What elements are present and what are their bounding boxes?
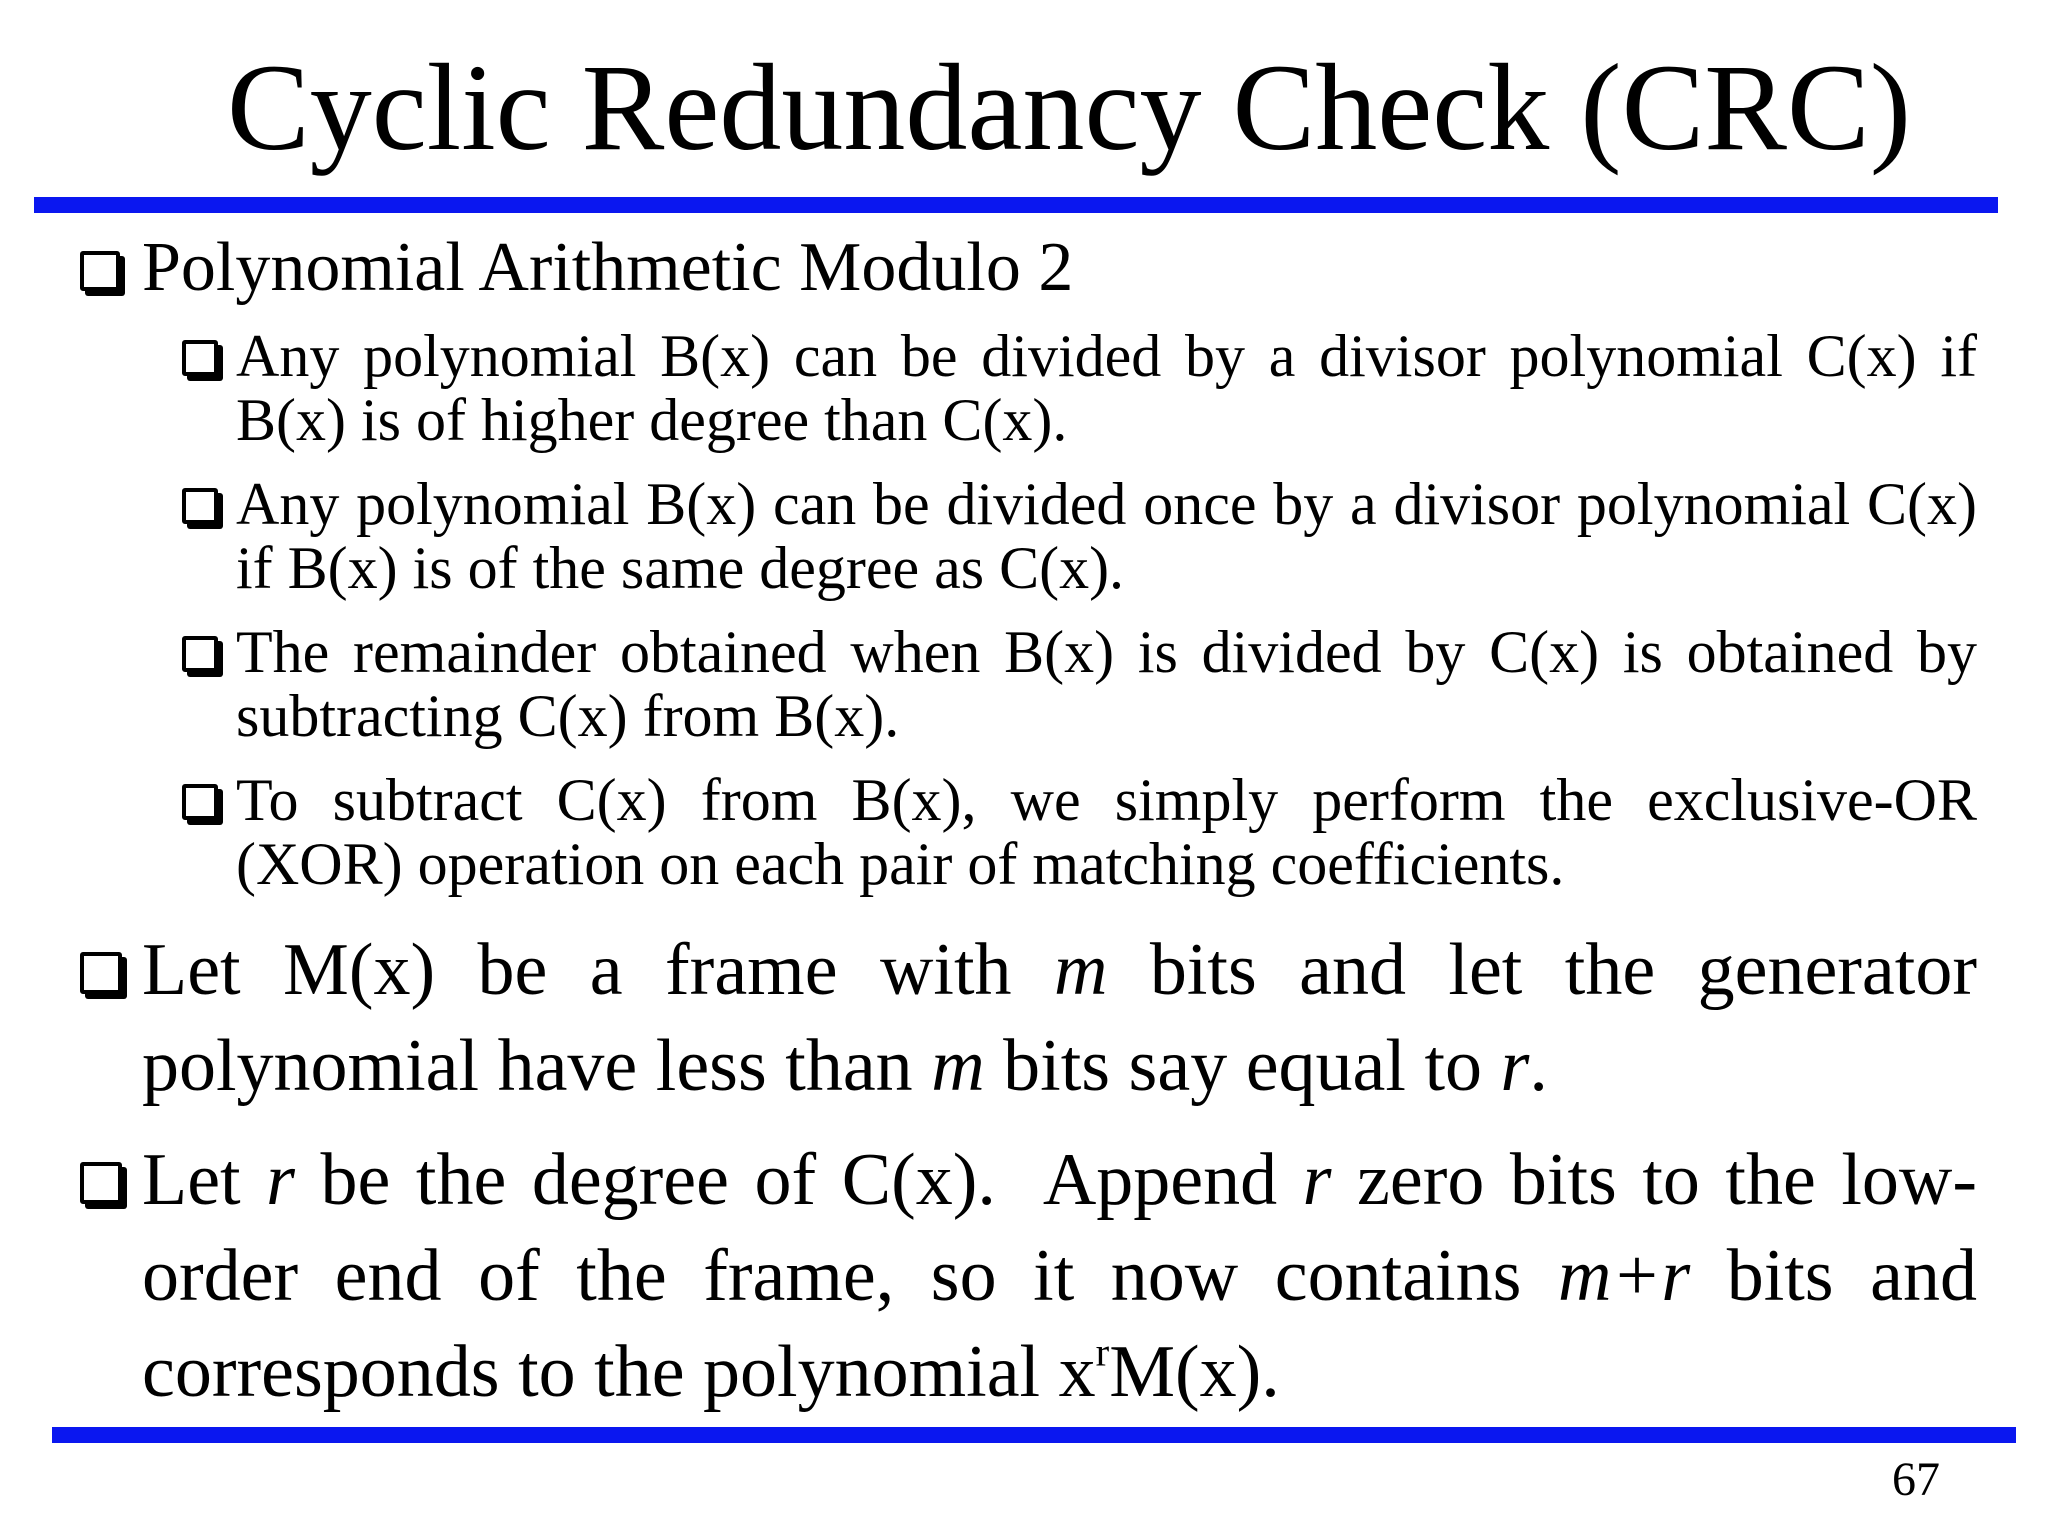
sub-bullet-3: [182, 620, 1977, 748]
bullet-heading-text: Polynomial Arithmetic Modulo 2: [142, 229, 1074, 306]
bullet-frame-definition-text: Let M(x) be a frame with m bits and let the generator polynomial have less than m bits say equal to r.: [142, 929, 1977, 1107]
sub-bullet-4: [182, 768, 1977, 896]
checkbox-square-icon: [182, 784, 218, 820]
checkbox-square-icon: [80, 1162, 122, 1204]
sub-bullet-text: Any polynomial B(x) can be divided by a divisor polynomial C(x) if B(x) is of higher degree than C(x).: [236, 323, 1977, 453]
top-divider: [34, 197, 1998, 213]
bullet-frame-definition: [80, 922, 1977, 1114]
sub-bullet-text: To subtract C(x) from B(x), we simply perform the exclusive-OR (XOR) operation on each pair of matching coefficients.: [236, 767, 1977, 897]
checkbox-square-icon: [80, 952, 122, 994]
checkbox-square-icon: [182, 636, 218, 672]
bottom-divider: [52, 1427, 2016, 1443]
sub-bullet-text: Any polynomial B(x) can be divided once by a divisor polynomial C(x) if B(x) is of the same degree as C(x).: [236, 471, 1977, 601]
checkbox-square-icon: [80, 251, 120, 291]
bullet-append-zero-bits-text: Let r be the degree of C(x). Append r zero bits to the low-order end of the frame, so it now contains m+r bits and corresponds to the polynomial $x^rM(x)$.: [142, 1139, 1978, 1413]
bullet-heading: [80, 225, 1980, 311]
checkbox-square-icon: [182, 488, 218, 524]
checkbox-square-icon: [182, 340, 218, 376]
page-number: 67: [1892, 1453, 1940, 1506]
bullet-append-zero-bits: [80, 1132, 1977, 1420]
sub-bullet-text: The remainder obtained when B(x) is divided by C(x) is obtained by subtracting C(x) from B(x).: [236, 619, 1977, 749]
slide-title: Cyclic Redundancy Check (CRC): [227, 39, 1911, 176]
sub-bullet-1: [182, 324, 1977, 452]
sub-bullet-2: [182, 472, 1977, 600]
